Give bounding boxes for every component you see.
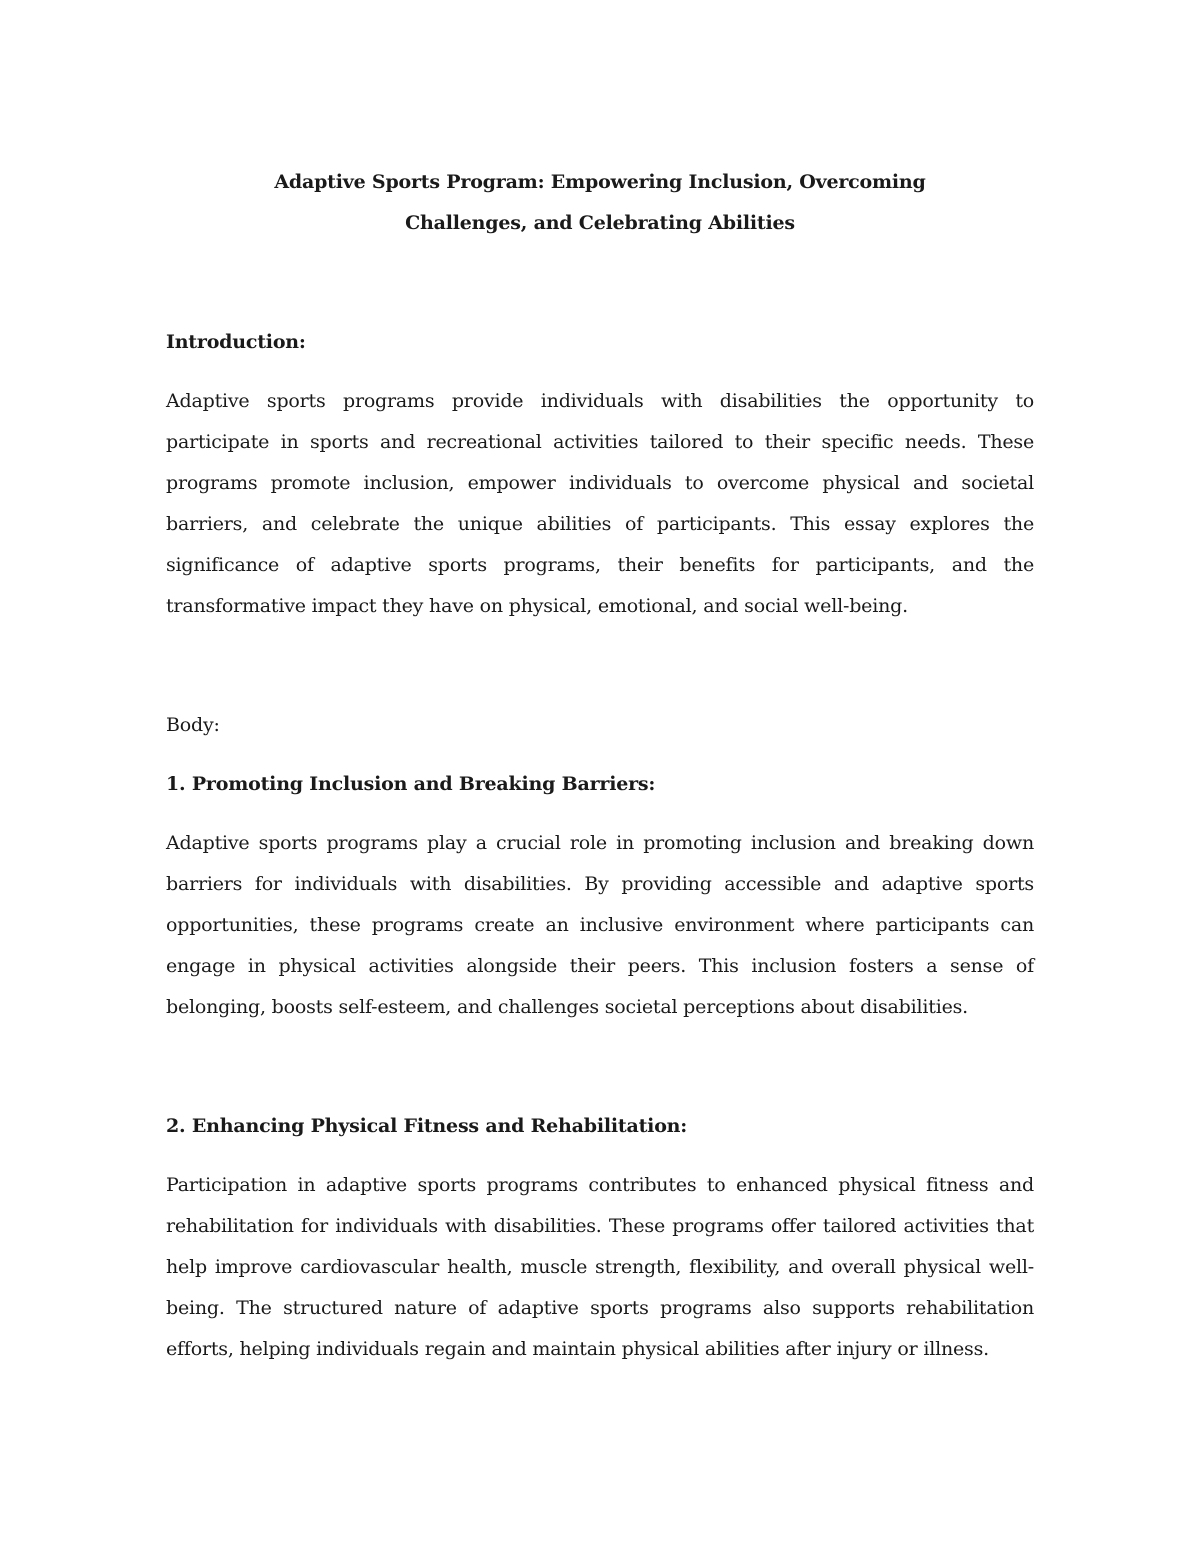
spacer: [166, 1147, 1034, 1165]
spacer: [166, 363, 1034, 381]
spacer: [166, 805, 1034, 823]
introduction-paragraph: Adaptive sports programs provide individuals with disabilities the opportunity to participate in sports and recreational activities tailored to their specific needs. These programs promote inclusion, empower individuals to overcome physical and societal barriers, and celebrate the unique abilities of participants. This essay explores the significance of adaptive sports programs, their benefits for participants, and the transformative impact they have on physical, emotional, and social well-being.: [166, 390, 1034, 617]
spacer: [166, 627, 1034, 705]
section-2-heading: 2. Enhancing Physical Fitness and Rehabilitation:: [166, 1115, 688, 1137]
body-label: Body:: [166, 714, 220, 736]
introduction-heading: Introduction:: [166, 331, 306, 353]
spacer: [166, 746, 1034, 764]
spacer: [166, 244, 1034, 322]
document-title: Adaptive Sports Program: Empowering Inclusion, Overcoming Challenges, and Celebrating Abilities: [274, 171, 926, 234]
section-1-paragraph: Adaptive sports programs play a crucial role in promoting inclusion and breaking down barriers for individuals with disabilities. By providing accessible and adaptive sports opportunities, these programs create an inclusive environment where participants can engage in physical activities alongside their peers. This inclusion fosters a sense of belonging, boosts self-esteem, and challenges societal perceptions about disabilities.: [166, 832, 1034, 1018]
document-content: [166, 162, 1034, 1370]
section-2-paragraph: Participation in adaptive sports programs contributes to enhanced physical fitness and rehabilitation for individuals with disabilities. These programs offer tailored activities that help improve cardiovascular health, muscle strength, flexibility, and overall physical well-being. The structured nature of adaptive sports programs also supports rehabilitation efforts, helping individuals regain and maintain physical abilities after injury or illness.: [166, 1174, 1034, 1360]
spacer: [166, 1028, 1034, 1106]
section-1-heading: 1. Promoting Inclusion and Breaking Barriers:: [166, 773, 656, 795]
